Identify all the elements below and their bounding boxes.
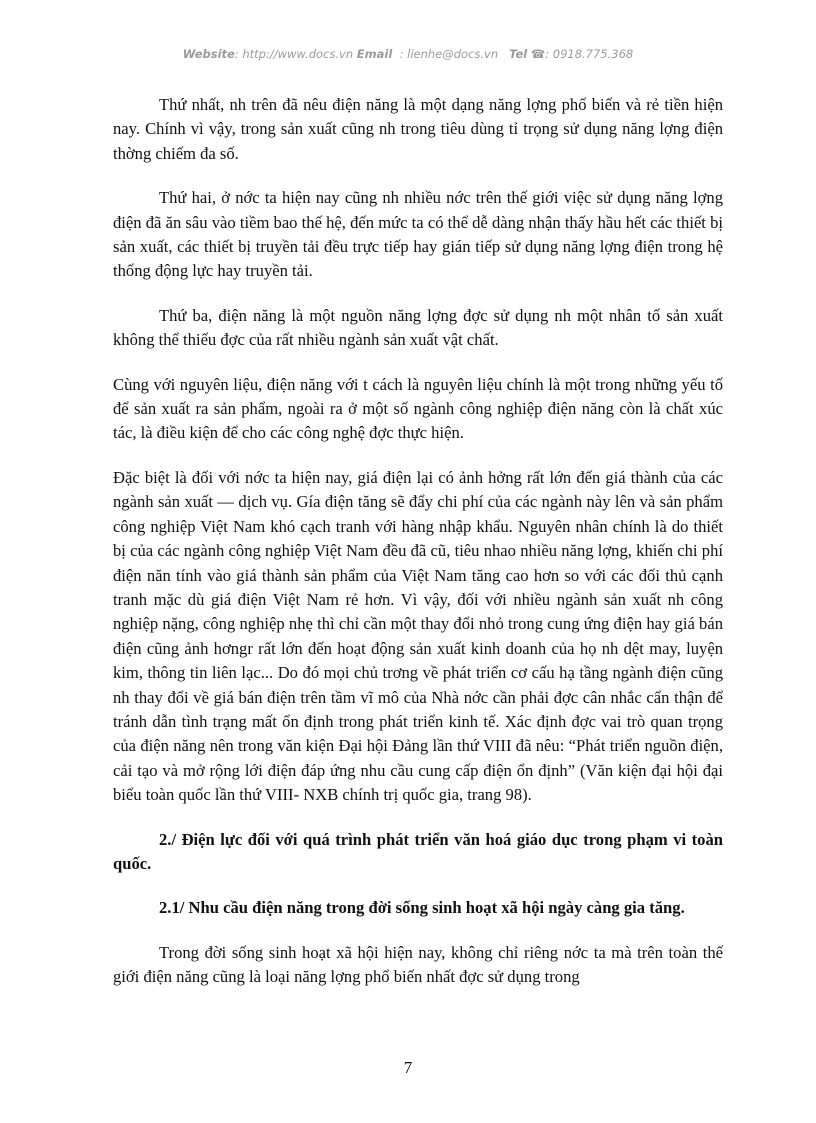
paragraph-2: Thứ hai, ở nớc ta hiện nay cũng nh nhiều nớc trên thế giới việc sử dụng năng lợng điện đã ăn sâu vào tiềm bao thế hệ, đến mức ta có thể dễ dàng nhận thấy hầu hết các thiết bị sản xuất, các thiết bị truyền tải đều trực tiếp hay gián tiếp sử dụng năng lợng điện trong hệ thống động lực hay truyền tải. <box>113 188 723 281</box>
section-heading-2-1: 2.1/ Nhu cầu điện năng trong đời sống sinh hoạt xã hội ngày càng gia tăng. <box>159 898 685 918</box>
website-label: Website <box>182 47 235 61</box>
section-heading-2: 2./ Điện lực đối với quá trình phát triển văn hoá giáo dục trong phạm vi toàn quốc. <box>113 829 723 873</box>
page-header <box>0 47 816 61</box>
tel-label: Tel <box>509 47 528 61</box>
phone-icon: ☎ <box>530 47 546 61</box>
page-number: 7 <box>403 1058 413 1077</box>
paragraph-4: Cùng với nguyên liệu, điện năng với t cách là nguyên liệu chính là một trong những yếu tố để sản xuất ra sản phẩm, ngoài ra ở một số ngành công nghiệp điện năng còn là chất xúc tác, là điều kiện để cho các công nghệ đợc thực hiện. <box>113 374 723 443</box>
document-body <box>113 93 723 990</box>
tel-value: : 0918.775.368 <box>545 47 634 61</box>
email-value: : lienhe@docs.vn <box>399 47 499 61</box>
paragraph-6: Trong đời sống sinh hoạt xã hội hiện nay, không chỉ riêng nớc ta mà trên toàn thế giới điện năng cũng là loại năng lợng phổ biến nhất đợc sử dụng trong <box>113 942 723 987</box>
paragraph-3: Thứ ba, điện năng là một nguồn năng lợng đợc sử dụng nh một nhân tố sản xuất không thể thiếu đợc của rất nhiều ngành sản xuất vật chất. <box>113 305 723 350</box>
email-label: Email <box>356 47 393 61</box>
website-value: : http://www.docs.vn <box>234 47 354 61</box>
paragraph-5: Đặc biệt là đối với nớc ta hiện nay, giá điện lại có ảnh hởng rất lớn đến giá thành của các ngành sản xuất — dịch vụ. Gía điện tăng sẽ đẩy chi phí của các ngành này lên và sản phẩm công nghiệp Việt Nam khó cạch tranh với hàng nhập khẩu. Nguyên nhân chính là do thiết bị của các ngành công nghiệp Việt Nam đều đã cũ, tiêu nhao nhiều năng lợng, khiến chi phí điện năn tính vào giá thành sản phẩm của Việt Nam tăng cao hơn so với các đối thủ cạnh tranh mặc dù giá điện Việt Nam rẻ hơn. Vì vậy, đối với nhiều ngành sản xuất nh công nghiệp nặng, công nghiệp nhẹ thì chỉ cần một thay đổi nhỏ trong cung ứng điện hay giá bán điện cũng ảnh hơngr rất lớn đến hoạt động sản xuất kinh doanh của họ nh dệt may, luyện kim, thông tin liên lạc... Do đó mọi chủ trơng về phát triển cơ cấu hạ tầng ngành điện cũng nh thay đổi về giá bán điện trên tầm vĩ mô của Nhà nớc cần phải đợc cân nhắc cẩn thận để tránh dẫn tình trạng mất ổn định trong phát triển kinh tế. Xác định đợc vai trò quan trọng của điện năng nên trong văn kiện Đại hội Đảng lần thứ VIII đã nêu: “Phát triển nguồn điện, cải tạo và mở rộng lới điện đáp ứng nhu cầu cung cấp điện ổn định” (Văn kiện đại hội đại biểu toàn quốc lần thứ VIII- NXB chính trị quốc gia, trang 98). <box>113 467 723 805</box>
paragraph-1: Thứ nhất, nh trên đã nêu điện năng là một dạng năng lợng phổ biến và rẻ tiền hiện nay. Chính vì vậy, trong sản xuất cũng nh trong tiêu dùng tỉ trọng sử dụng năng lợng điện thờng chiếm đa số. <box>113 95 723 163</box>
